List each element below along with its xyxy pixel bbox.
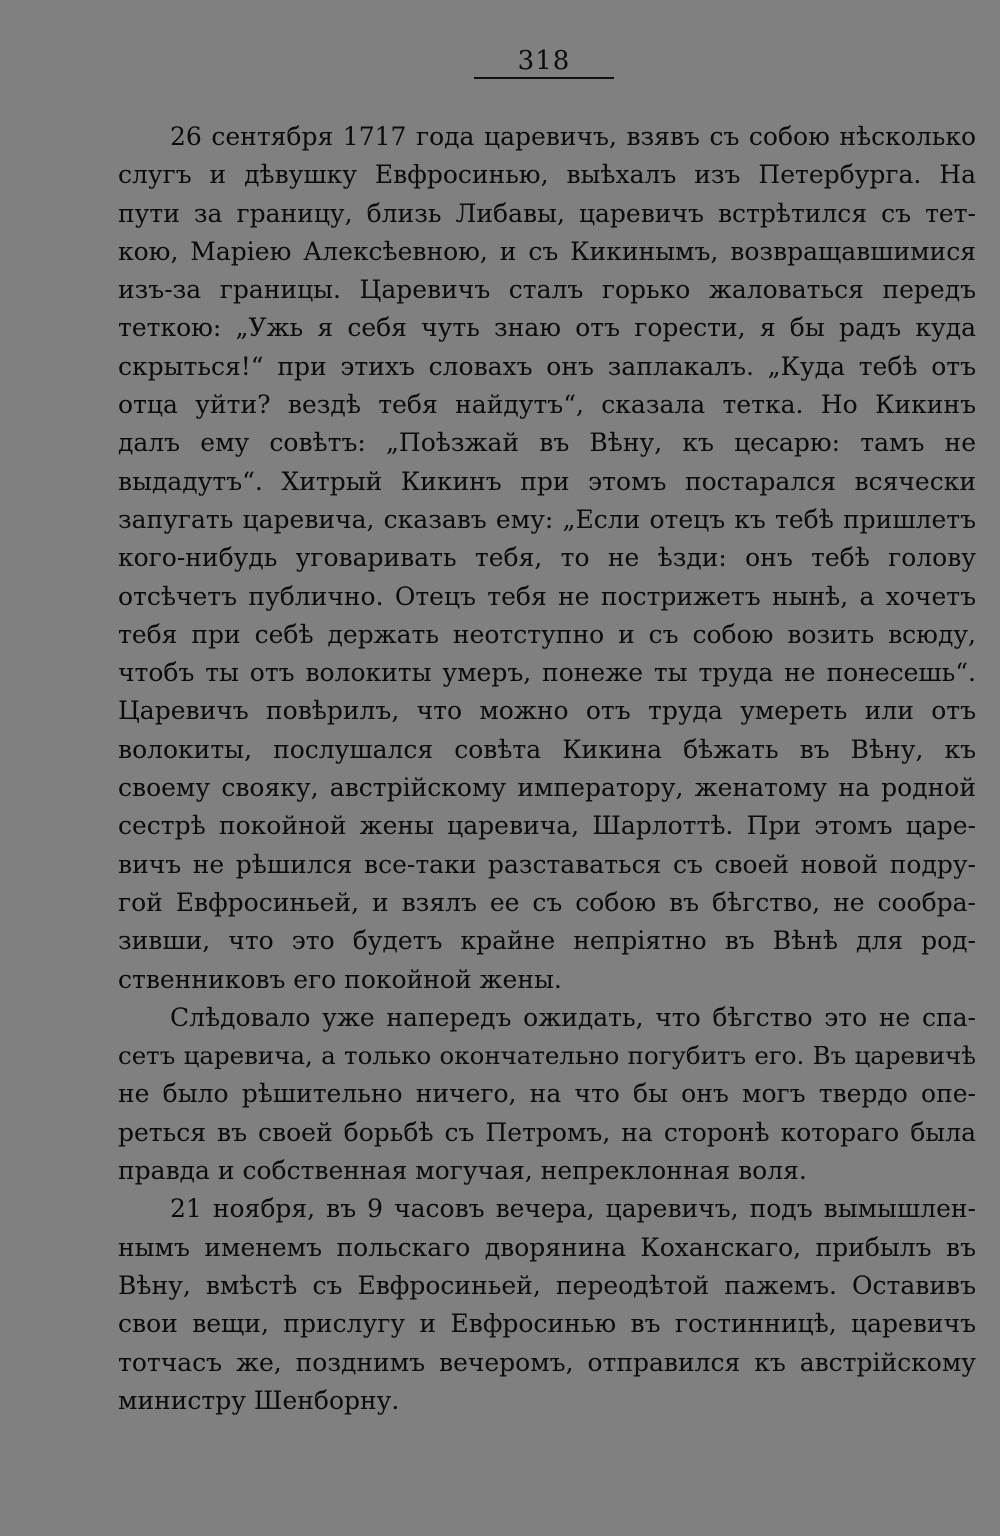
- text-line: тотчасъ же, позднимъ вечеромъ, отправился къ австрійскому: [118, 1347, 976, 1377]
- text-line: отсѣчетъ публично. Отецъ тебя не пострижетъ нынѣ, а хочетъ: [118, 581, 976, 611]
- text-line: зивши, что это будетъ крайне непріятно въ Вѣнѣ для род-: [118, 926, 976, 956]
- text-line: сетъ царевича, а только окончательно погубитъ его. Въ царевичѣ: [118, 1041, 976, 1071]
- text-line: кого-нибудь уговаривать тебя, то не ѣзди: онъ тебѣ голову: [118, 543, 976, 573]
- text-line: пути за границу, близь Либавы, царевичъ встрѣтился съ тет-: [118, 198, 976, 228]
- page-number-rule: [474, 77, 614, 79]
- text-line: сестрѣ покойной жены царевича, Шарлоттѣ. При этомъ царе-: [118, 811, 976, 841]
- text-line: нымъ именемъ польскаго дворянина Коханскаго, прибылъ въ: [118, 1232, 976, 1262]
- text-line: скрыться!“ при этихъ словахъ онъ заплакалъ. „Куда тебѣ отъ: [118, 351, 976, 381]
- text-line: гой Евфросиньей, и взялъ ее съ собою въ бѣгство, не сообра-: [118, 887, 976, 917]
- text-line: Слѣдовало уже напередъ ожидать, что бѣгство это не спа-: [170, 1002, 976, 1032]
- text-line: вичъ не рѣшился все-таки разставаться съ своей новой подру-: [118, 849, 976, 879]
- text-line: Вѣну, вмѣстѣ съ Евфросиньей, переодѣтой пажемъ. Оставивъ: [118, 1270, 976, 1300]
- text-line: тебя при себѣ держать неотступно и съ собою возить всюду,: [118, 619, 976, 649]
- text-line: отца уйти? вездѣ тебя найдутъ“, сказала тетка. Но Кикинъ: [118, 390, 976, 420]
- text-line: не было рѣшительно ничего, на что бы онъ могъ твердо опе-: [118, 1079, 976, 1109]
- page-text: [118, 118, 976, 1420]
- text-line: своему свояку, австрійскому императору, женатому на родной: [118, 773, 976, 803]
- text-line: 26 сентября 1717 года царевичъ, взявъ съ собою нѣсколько: [170, 122, 976, 151]
- paragraph-2: [118, 999, 976, 1190]
- text-line: свои вещи, прислугу и Евфросинью въ гостинницѣ, царевичъ: [118, 1309, 976, 1339]
- text-line: слугъ и дѣвушку Евфросинью, выѣхалъ изъ Петербурга. На: [118, 160, 976, 190]
- text-line: чтобъ ты отъ волокиты умеръ, понеже ты труда не понесешь“.: [118, 658, 976, 688]
- text-line: теткою: „Ужь я себя чуть знаю отъ горести, я бы радъ куда: [118, 313, 976, 343]
- text-line: Царевичъ повѣрилъ, что можно отъ труда умереть или отъ: [118, 696, 976, 726]
- text-line: выдадутъ“. Хитрый Кикинъ при этомъ постарался всячески: [118, 466, 976, 496]
- text-line: кою, Маріею Алексѣевною, и съ Кикинымъ, возвращавшимися: [118, 236, 976, 266]
- paragraph-3: [118, 1190, 976, 1420]
- paragraph-1: [118, 118, 976, 999]
- text-line: волокиты, послушался совѣта Кикина бѣжать въ Вѣну, къ: [118, 734, 976, 764]
- text-line: 21 ноября, въ 9 часовъ вечера, царевичъ, подъ вымышлен-: [170, 1194, 976, 1224]
- page-number: 318: [517, 46, 571, 76]
- text-line: запугать царевича, сказавъ ему: „Если отецъ къ тебѣ пришлетъ: [118, 504, 976, 534]
- text-line: изъ-за границы. Царевичъ сталъ горько жаловаться передъ: [118, 275, 976, 305]
- text-line: ственниковъ его покойной жены.: [118, 964, 562, 994]
- text-line: правда и собственная могучая, непреклонная воля.: [118, 1156, 807, 1186]
- text-line: далъ ему совѣтъ: „Поѣзжай въ Вѣну, къ цесарю: тамъ не: [118, 428, 976, 458]
- text-line: реться въ своей борьбѣ съ Петромъ, на сторонѣ котораго была: [118, 1117, 976, 1147]
- text-line: министру Шенборну.: [118, 1385, 400, 1415]
